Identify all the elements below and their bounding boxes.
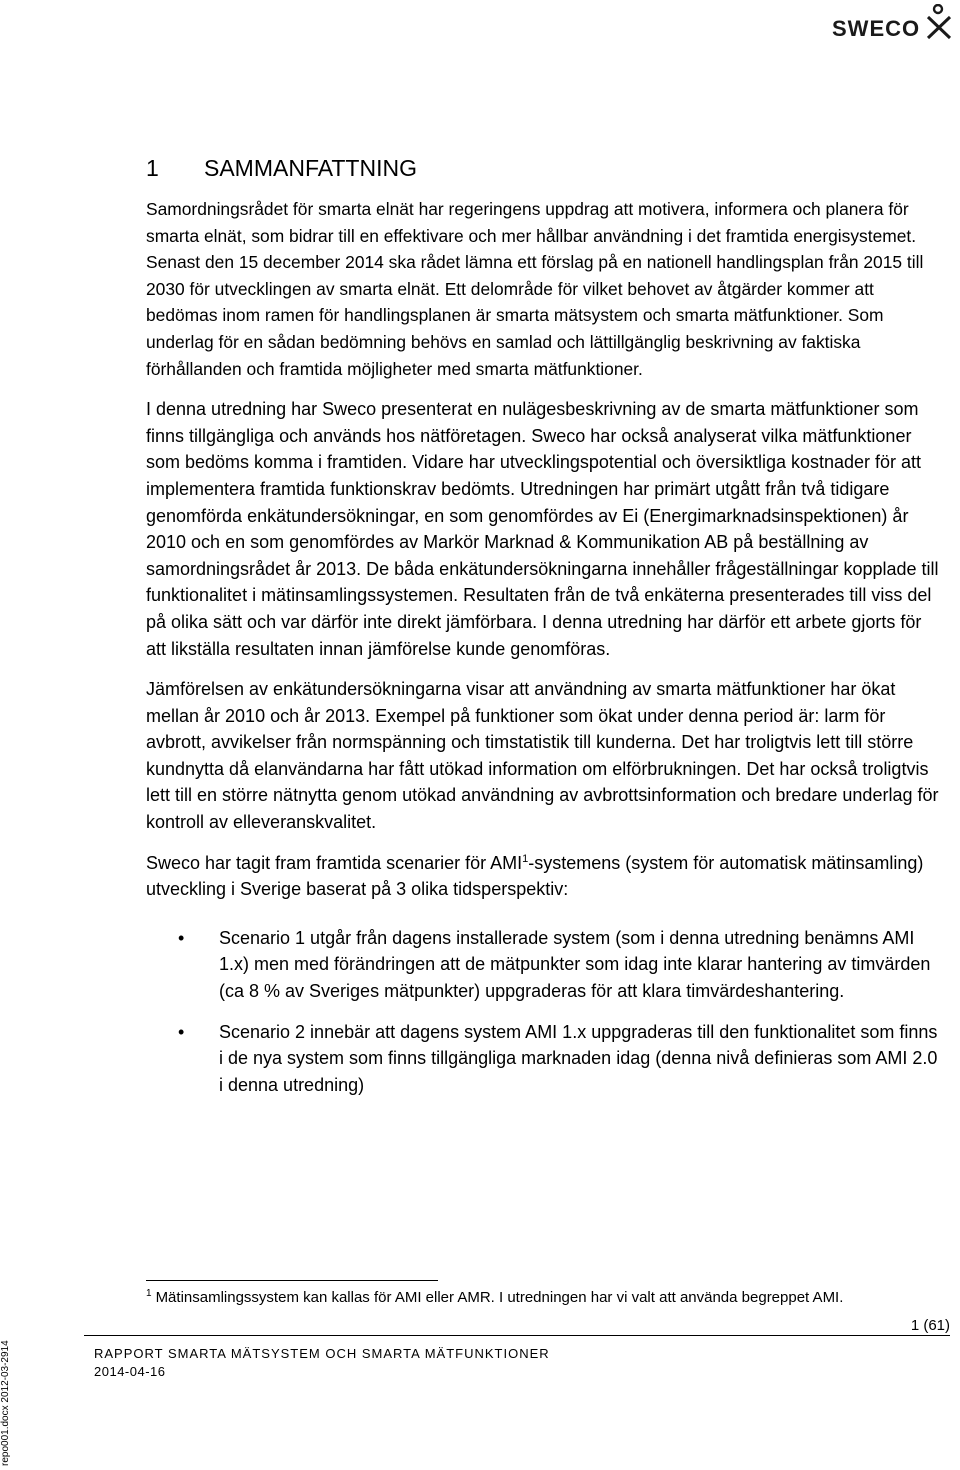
footer-report-title: RAPPORT SMARTA MÄTSYSTEM OCH SMARTA MÄTFUNKTIONER [94,1346,550,1361]
paragraph-comparison: Jämförelsen av enkätundersökningarna visar att användning av smarta mätfunktioner har ökat mellan år 2010 och år 2013. Exempel på funktioner som ökat under denna period är: larm för avbrott, avvikelser från normspänning och timstatistik till kunderna. Det har troligtvis lett till större kundnytta då elanvändarna har fått utökad information om elförbrukningen. Det har också troligtvis lett till en större nätnytta genom utökad användning av avbrottsinformation och bredare underlag för kontroll av elleveranskvalitet. [146,679,939,833]
section-title: SAMMANFATTNING [204,155,417,181]
paragraph-assignment: Samordningsrådet för smarta elnät har regeringens uppdrag att motivera, informera och planera för smarta elnät, som bidrar till en effektivare och mer hållbar användning i det framtida energisystemet. Senast den 15 december 2014 ska rådet lämna ett förslag på en nationell handlingsplan från 2015 till 2030 för utvecklingen av smarta elnät. Ett delområde för vilket behovet av åtgärder kommer att bedömas inom ramen för handlingsplanen är smarta mätsystem och smarta mätfunktioner. Som underlag för en sådan bedömning behövs en samlad och lättillgänglig beskrivning av faktiska förhållanden och framtida möjligheter med smarta mätfunktioner. [146,199,924,379]
page-number: 1 (61) [910,1317,950,1334]
logo-wordmark: SWECO [832,16,921,41]
sweco-symbol-icon [924,4,954,40]
scenario-list [146,925,946,1099]
footer-divider [84,1335,950,1336]
summary-body [146,196,946,1112]
footer-date: 2014-04-16 [94,1364,166,1379]
bullet-icon: • [178,1021,185,1042]
footnote-marker: 1 [146,1288,152,1299]
sweco-logo [832,4,956,44]
section-number: 1 [146,155,159,181]
paragraph-scenarios-intro: Sweco har tagit fram framtida scenarier för AMI$^1$-systemens (system för automatisk mätinsamling) utveckling i Sverige baserat på 3 olika tidsperspektiv: [146,852,924,900]
list-item [146,1019,946,1099]
footnote-reference: 1 [522,852,529,865]
template-id: repo001.docx 2012-03-2914 [0,1340,11,1466]
footnote-divider [146,1280,438,1281]
paragraph-study: I denna utredning har Sweco presenterat en nulägesbeskrivning av de smarta mätfunktioner som finns tillgängliga och används hos nätföretagen. Sweco har också analyserat vilka mätfunktioner som bedöms komma i framtiden. Vidare har utvecklingspotential och översiktliga kostnader för att implementera framtida funktionskrav bedömts. Utredningen har primärt utgått från två tidigare genomförda enkätundersökningar, en som genomfördes av Ei (Energimarknadsinspektionen) år 2010 och en som genomfördes av Markör Marknad & Kommunikation AB på beställning av samordningsrådet år 2013. De båda enkätundersökningarna innehåller frågeställningar kopplade till funktionalitet i mätinsamlingssystemen. Resultaten från de två enkäterna presenterades till viss del på olika sätt och var därför inte direkt jämförbara. I denna utredning har därför ett arbete gjorts för att likställa resultaten innan jämförelse kunde genomföras. [146,399,939,659]
list-item [146,925,946,1005]
scenario-text: Scenario 1 utgår från dagens installerade system (som i denna utredning benämns AMI 1.x) men med förändringen att de mätpunkter som idag inte klarar hantering av timvärden (ca 8 % av Sveriges mätpunkter) uppgraderas för att klara timvärdeshantering. [219,927,931,1002]
scenario-text: Scenario 2 innebär att dagens system AMI 1.x uppgraderas till den funktionalitet som finns i de nya system som finns tillgängliga marknaden idag (denna nivå definieras som AMI 2.0 i denna utredning) [219,1021,938,1095]
bullet-icon: • [178,927,185,948]
footnote [146,1288,843,1308]
footnote-text: Mätinsamlingssystem kan kallas för AMI eller AMR. I utredningen har vi valt att använda begreppet AMI. [155,1289,844,1306]
section-heading [146,154,417,182]
